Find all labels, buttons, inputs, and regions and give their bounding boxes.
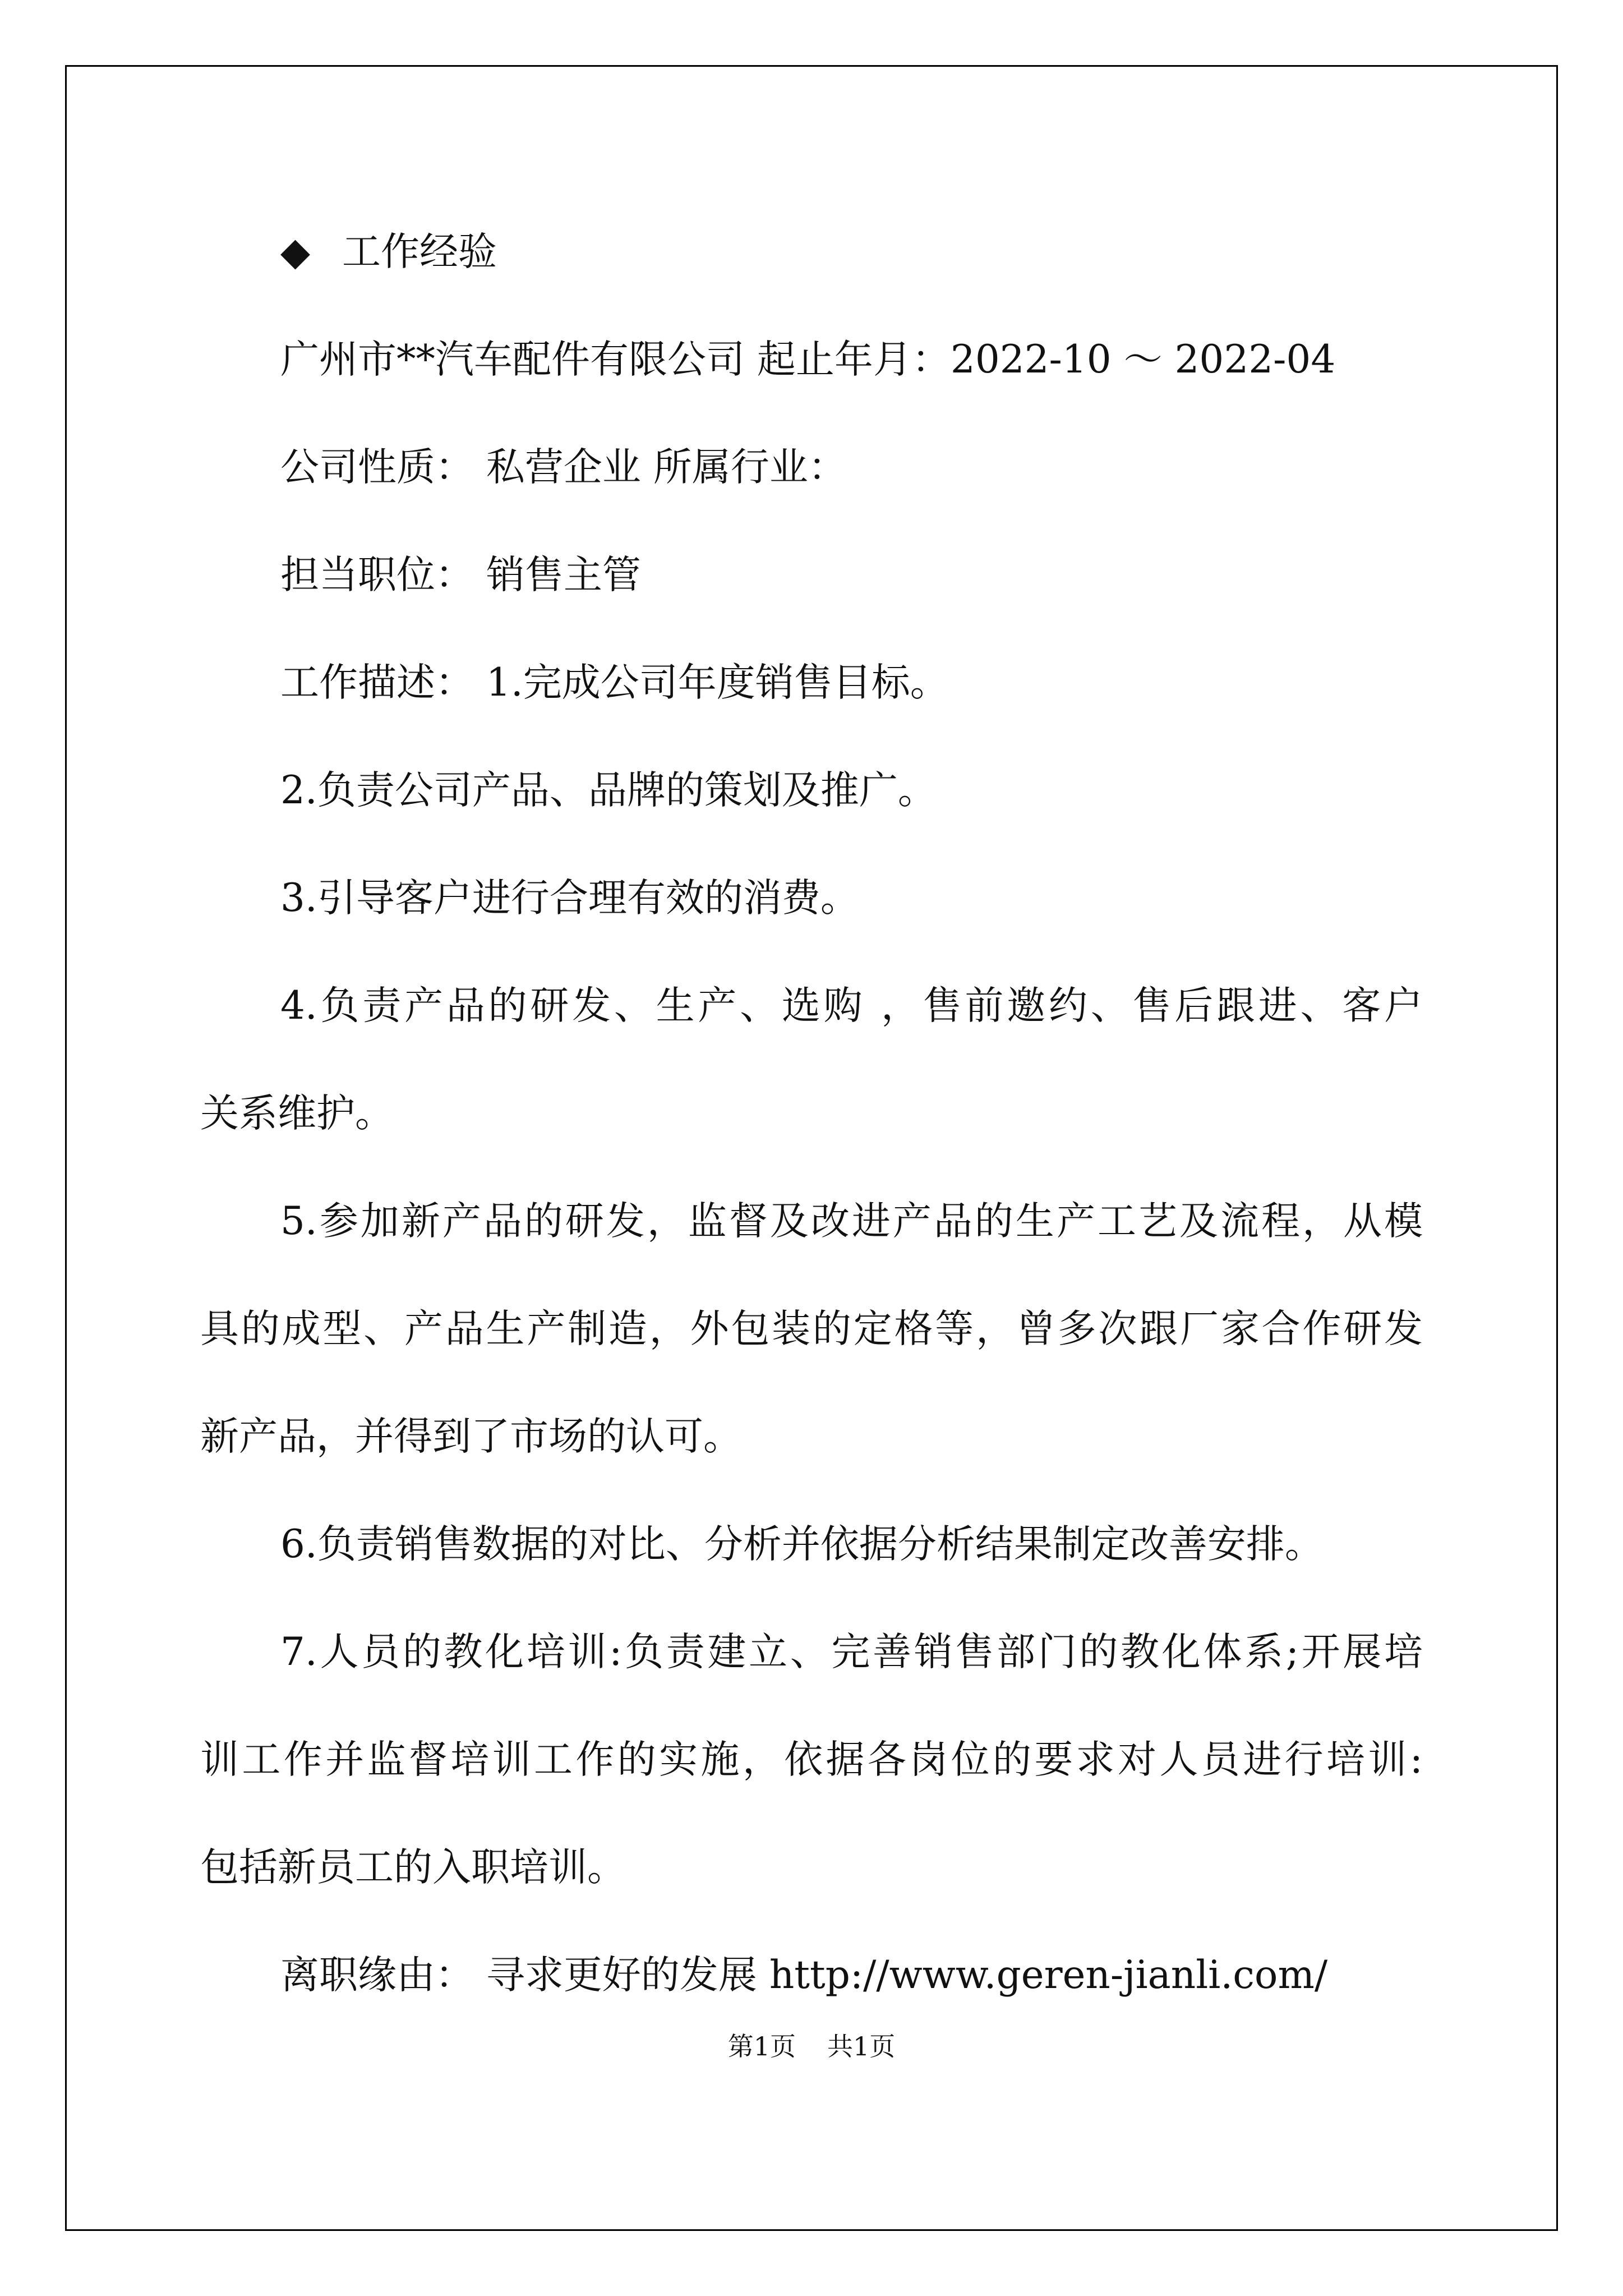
duty-line-5-cont-2: 新产品，并得到了市场的认可。: [200, 1414, 742, 1459]
duty-line-3: 3.引导客户进行合理有效的消费。: [280, 876, 859, 921]
company-nature-line: 公司性质： 私营企业 所属行业：: [280, 445, 847, 490]
duty-line-7: 7.人员的教化培训:负责建立、完善销售部门的教化体系;开展培: [280, 1630, 1423, 1674]
duty-line-5-cont-1: 具的成型、产品生产制造，外包装的定格等，曾多次跟厂家合作研发: [200, 1306, 1423, 1351]
duty-line-4: 4.负责产品的研发、生产、选购 ，售前邀约、售后跟进、客户: [280, 983, 1423, 1028]
diamond-bullet-icon: ◆: [280, 229, 311, 274]
duty-line-6: 6.负责销售数据的对比、分析并依据分析结果制定改善安排。: [280, 1522, 1324, 1567]
duty-line-7-cont-2: 包括新员工的入职培训。: [200, 1845, 626, 1890]
position-line: 担当职位： 销售主管: [280, 553, 641, 597]
section-heading: [280, 229, 497, 274]
company-line: 广州市**汽车配件有限公司 起止年月：2022-10 ～ 2022-04: [280, 337, 1336, 382]
section-title: 工作经验: [342, 229, 497, 274]
page-border: [65, 65, 1558, 2231]
duty-line-2: 2.负责公司产品、品牌的策划及推广。: [280, 768, 937, 813]
leave-reason-line: 离职缘由： 寻求更好的发展 http://www.geren-jianli.com/: [280, 1953, 1328, 1998]
duty-line-5: 5.参加新产品的研发，监督及改进产品的生产工艺及流程，从模: [280, 1199, 1423, 1244]
duty-line-4-cont: 关系维护。: [200, 1091, 394, 1136]
duty-line-1: 工作描述： 1.完成公司年度销售目标。: [280, 660, 949, 705]
duty-line-7-cont-1: 训工作并监督培训工作的实施，依据各岗位的要求对人员进行培训:: [200, 1737, 1423, 1782]
page-number: 第1页: [727, 2031, 796, 2062]
page-footer: [0, 2026, 1623, 2063]
page-total: 共1页: [827, 2031, 896, 2062]
